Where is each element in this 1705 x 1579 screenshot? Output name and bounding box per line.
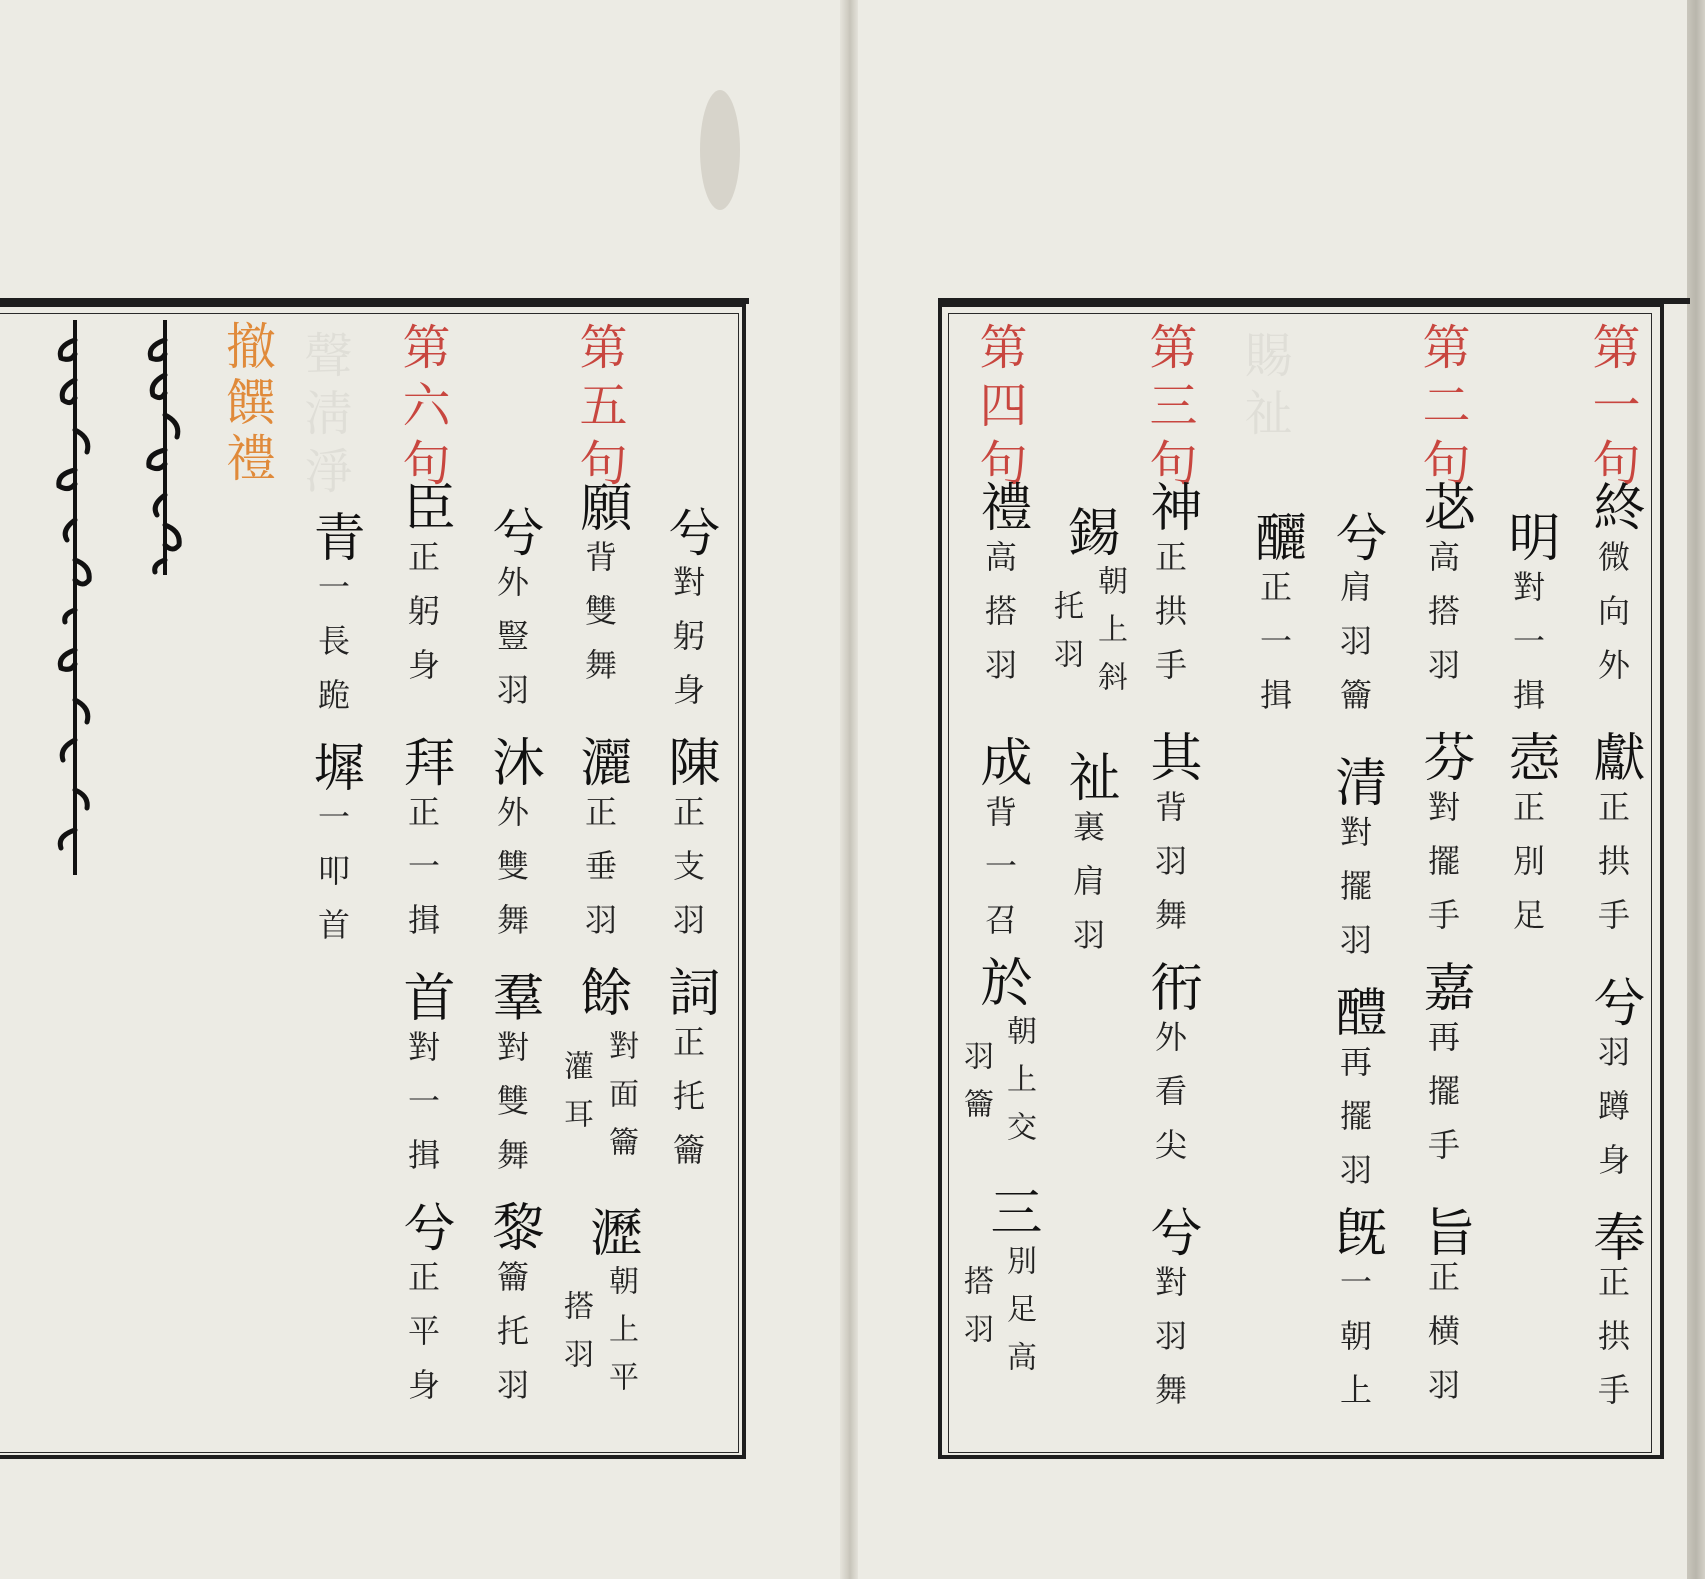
heading-2: 第二句 (1414, 322, 1470, 496)
book-gutter (840, 0, 858, 1579)
heading-5: 第五句 (571, 322, 627, 496)
heading-4: 第四句 (971, 322, 1027, 496)
manchu-script-icon (50, 320, 84, 880)
manchu-script-icon (140, 320, 174, 580)
section-title: 撤饌禮 (218, 320, 276, 488)
heading-3: 第三句 (1141, 322, 1197, 496)
page-edge (1687, 0, 1705, 1579)
heading-6: 第六句 (394, 322, 450, 496)
heading-1: 第一句 (1584, 322, 1640, 496)
